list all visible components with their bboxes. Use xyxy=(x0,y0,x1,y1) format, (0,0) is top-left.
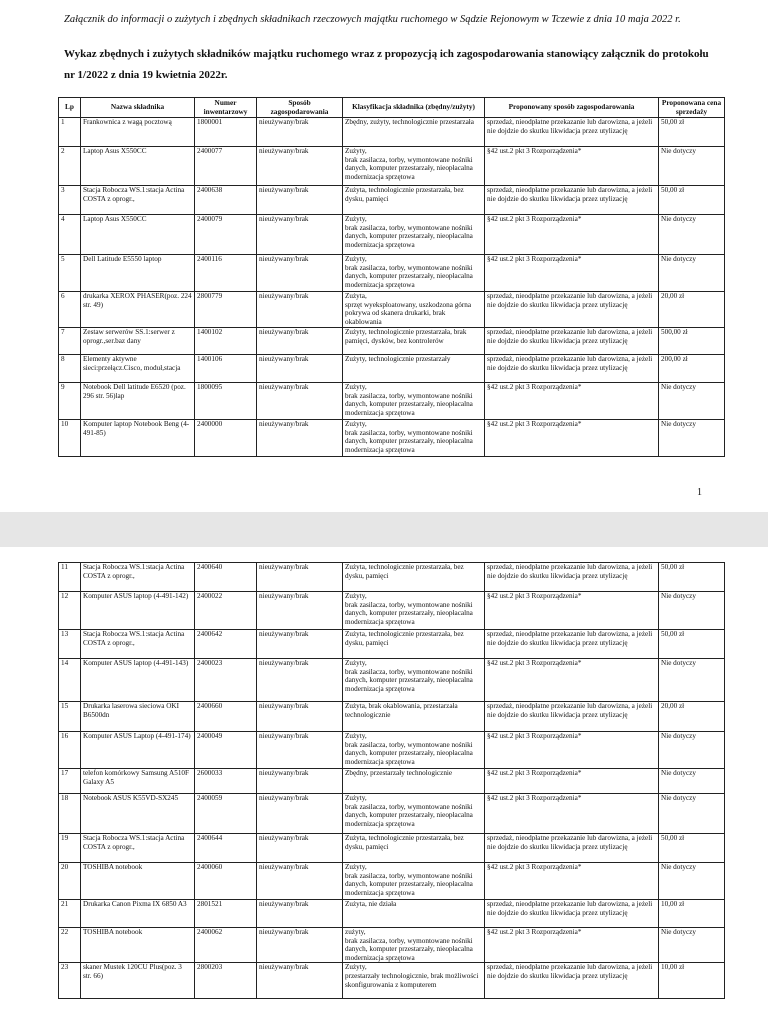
cell-proposal: §42 ust.2 pkt 3 Rozporządzenia* xyxy=(485,215,659,255)
cell-usage: nieużywany/brak xyxy=(257,255,343,292)
cell-price: Nie dotyczy xyxy=(659,928,725,963)
table-row xyxy=(59,794,725,834)
column-header-price: Proponowana cena sprzedaży xyxy=(659,98,725,118)
cell-lp: 5 xyxy=(59,255,81,292)
cell-lp: 3 xyxy=(59,186,81,215)
cell-item-name: Frankownica z wagą pocztową xyxy=(81,118,195,147)
inventory-table-page-2 xyxy=(58,562,725,999)
cell-proposal: sprzedaż, nieodpłatne przekazanie lub darowizna, a jeżeli nie dojdzie do skutku likwidacja przez utylizację xyxy=(485,563,659,592)
cell-item-name: Komputer ASUS Laptop (4-491-174) xyxy=(81,732,195,769)
cell-price: 20,00 zł xyxy=(659,292,725,328)
cell-lp: 7 xyxy=(59,328,81,355)
cell-proposal: §42 ust.2 pkt 3 Rozporządzenia* xyxy=(485,794,659,834)
cell-inventory-number: 2400642 xyxy=(195,630,257,659)
cell-inventory-number: 2400638 xyxy=(195,186,257,215)
cell-proposal: §42 ust.2 pkt 3 Rozporządzenia* xyxy=(485,863,659,900)
cell-proposal: §42 ust.2 pkt 3 Rozporządzenia* xyxy=(485,383,659,420)
cell-proposal: §42 ust.2 pkt 3 Rozporządzenia* xyxy=(485,147,659,186)
cell-inventory-number: 1400102 xyxy=(195,328,257,355)
cell-item-name: Elementy aktywne sieci:przełącz.Cisco, moduł,stacja xyxy=(81,355,195,383)
table-row xyxy=(59,355,725,383)
cell-item-name: Drukarka Canon Pixma IX 6850 A3 xyxy=(81,900,195,928)
cell-usage: nieużywany/brak xyxy=(257,355,343,383)
cell-classification: Zużyta, technologicznie przestarzała, bez dysku, pamięci xyxy=(343,834,485,863)
cell-inventory-number: 1800095 xyxy=(195,383,257,420)
cell-item-name: Notebook Dell latitude E6520 (poz. 296 str. 56)lap xyxy=(81,383,195,420)
cell-price: Nie dotyczy xyxy=(659,732,725,769)
cell-proposal: sprzedaż, nieodpłatne przekazanie lub darowizna, a jeżeli nie dojdzie do skutku likwidacja przez utylizację xyxy=(485,834,659,863)
cell-item-name: skaner Mustek 120CU Plus(poz. 3 str. 66) xyxy=(81,963,195,999)
table-row xyxy=(59,215,725,255)
cell-classification: Zbędny, zużyty, technologicznie przestarzała xyxy=(343,118,485,147)
cell-proposal: §42 ust.2 pkt 3 Rozporządzenia* xyxy=(485,659,659,702)
cell-usage: nieużywany/brak xyxy=(257,630,343,659)
cell-inventory-number: 2400059 xyxy=(195,794,257,834)
cell-classification: Zużyty, brak zasilacza, torby, wymontowane nośniki danych, komputer przestarzały, nieopłacalna modernizacja sprzętowa xyxy=(343,863,485,900)
cell-proposal: §42 ust.2 pkt 3 Rozporządzenia* xyxy=(485,928,659,963)
page-separator xyxy=(0,512,768,547)
table-row xyxy=(59,563,725,592)
cell-classification: Zużyta, sprzęt wyeksploatowany, uszkodzona górna pokrywa od skanera drukarki, brak okablowania xyxy=(343,292,485,328)
cell-lp: 19 xyxy=(59,834,81,863)
cell-usage: nieużywany/brak xyxy=(257,834,343,863)
cell-price: 200,00 zł xyxy=(659,355,725,383)
cell-item-name: telefon komórkowy Samsung A510F Galaxy A5 xyxy=(81,769,195,794)
cell-usage: nieużywany/brak xyxy=(257,702,343,732)
table-row xyxy=(59,592,725,630)
column-header-proposal: Proponowany sposób zagospodarowania xyxy=(485,98,659,118)
cell-lp: 13 xyxy=(59,630,81,659)
cell-lp: 14 xyxy=(59,659,81,702)
cell-price: Nie dotyczy xyxy=(659,255,725,292)
cell-classification: Zużyty, przestarzały technologicznie, brak możliwości skonfigurowania z komputerem xyxy=(343,963,485,999)
cell-item-name: Notebook ASUS K55VD-SX245 xyxy=(81,794,195,834)
cell-item-name: Komputer ASUS laptop (4-491-143) xyxy=(81,659,195,702)
cell-proposal: §42 ust.2 pkt 3 Rozporządzenia* xyxy=(485,420,659,457)
cell-classification: Zużyta, brak okablowania, przestarzała technologicznie xyxy=(343,702,485,732)
table-row xyxy=(59,383,725,420)
cell-inventory-number: 2400116 xyxy=(195,255,257,292)
page-number: 1 xyxy=(697,487,702,498)
cell-item-name: Dell Latitude E5550 laptop xyxy=(81,255,195,292)
cell-lp: 23 xyxy=(59,963,81,999)
cell-classification: Zużyty, brak zasilacza, torby, wymontowane nośniki danych, komputer przestarzały, nieopłacalna modernizacja sprzętowa xyxy=(343,794,485,834)
cell-lp: 10 xyxy=(59,420,81,457)
cell-proposal: sprzedaż, nieodpłatne przekazanie lub darowizna, a jeżeli nie dojdzie do skutku likwidacja przez utylizację xyxy=(485,630,659,659)
cell-classification: Zużyta, nie działa xyxy=(343,900,485,928)
table-row xyxy=(59,702,725,732)
cell-lp: 20 xyxy=(59,863,81,900)
table-row xyxy=(59,292,725,328)
cell-lp: 21 xyxy=(59,900,81,928)
cell-usage: nieużywany/brak xyxy=(257,563,343,592)
cell-price: 50,00 zł xyxy=(659,118,725,147)
cell-classification: Zużyty, technologicznie przestarzała, brak pamięci, dysków, bez kontrolerów xyxy=(343,328,485,355)
cell-classification: Zużyty, brak zasilacza, torby, wymontowane nośniki danych, komputer przestarzały, nieopłacalna modernizacja sprzętowa xyxy=(343,215,485,255)
cell-price: Nie dotyczy xyxy=(659,420,725,457)
cell-proposal: sprzedaż, nieodpłatne przekazanie lub darowizna, a jeżeli nie dojdzie do skutku likwidacja przez utylizację xyxy=(485,900,659,928)
document-title: Wykaz zbędnych i zużytych składników majątku ruchomego wraz z propozycją ich zagospodarowania stanowiący załącznik do protokołu nr 1/2022 z dnia 19 kwietnia 2022r. xyxy=(64,48,709,81)
cell-usage: nieużywany/brak xyxy=(257,118,343,147)
table-row xyxy=(59,928,725,963)
cell-inventory-number: 2801521 xyxy=(195,900,257,928)
cell-usage: nieużywany/brak xyxy=(257,147,343,186)
cell-usage: nieużywany/brak xyxy=(257,420,343,457)
cell-classification: Zużyty, brak zasilacza, torby, wymontowane nośniki danych, komputer przestarzały, nieopłacalna modernizacja sprzętowa xyxy=(343,732,485,769)
cell-inventory-number: 2400079 xyxy=(195,215,257,255)
cell-lp: 16 xyxy=(59,732,81,769)
cell-price: 10,00 zł xyxy=(659,963,725,999)
cell-price: 10,00 zł xyxy=(659,900,725,928)
cell-usage: nieużywany/brak xyxy=(257,186,343,215)
cell-classification: Zużyty, brak zasilacza, torby, wymontowane nośniki danych, komputer przestarzały, nieopłacalna modernizacja sprzętowa xyxy=(343,592,485,630)
cell-item-name: Laptop Asus X550CC xyxy=(81,215,195,255)
cell-classification: Zbędny, przestarzały technologicznie xyxy=(343,769,485,794)
cell-item-name: Stacja Robocza WS.1:stacja Actina COSTA z oprogr., xyxy=(81,630,195,659)
table-row xyxy=(59,630,725,659)
cell-price: 50,00 zł xyxy=(659,186,725,215)
cell-proposal: §42 ust.2 pkt 3 Rozporządzenia* xyxy=(485,769,659,794)
cell-inventory-number: 1800001 xyxy=(195,118,257,147)
cell-lp: 6 xyxy=(59,292,81,328)
cell-lp: 18 xyxy=(59,794,81,834)
cell-usage: nieużywany/brak xyxy=(257,659,343,702)
cell-proposal: §42 ust.2 pkt 3 Rozporządzenia* xyxy=(485,255,659,292)
table-row xyxy=(59,900,725,928)
cell-usage: nieużywany/brak xyxy=(257,769,343,794)
cell-usage: nieużywany/brak xyxy=(257,963,343,999)
cell-proposal: sprzedaż, nieodpłatne przekazanie lub darowizna, a jeżeli nie dojdzie do skutku likwidacja przez utylizację xyxy=(485,963,659,999)
cell-item-name: Komputer ASUS laptop (4-491-142) xyxy=(81,592,195,630)
cell-item-name: Komputer laptop Notebook Beng (4-491-85) xyxy=(81,420,195,457)
cell-item-name: Stacja Robocza WS.1:stacja Actina COSTA z oprogr., xyxy=(81,563,195,592)
table-row xyxy=(59,834,725,863)
cell-lp: 2 xyxy=(59,147,81,186)
table-row xyxy=(59,863,725,900)
cell-classification: Zużyty, brak zasilacza, torby, wymontowane nośniki danych, komputer przestarzały, nieopłacalna modernizacja sprzętowa xyxy=(343,147,485,186)
cell-lp: 8 xyxy=(59,355,81,383)
cell-usage: nieużywany/brak xyxy=(257,732,343,769)
cell-classification: Zużyty, brak zasilacza, torby, wymontowane nośniki danych, komputer przestarzały, nieopłacalna modernizacja sprzętowa xyxy=(343,420,485,457)
cell-lp: 4 xyxy=(59,215,81,255)
table-row xyxy=(59,118,725,147)
cell-usage: nieużywany/brak xyxy=(257,863,343,900)
cell-lp: 1 xyxy=(59,118,81,147)
cell-classification: Zużyta, technologicznie przestarzała, bez dysku, pamięci xyxy=(343,186,485,215)
column-header-lp: Lp xyxy=(59,98,81,118)
cell-lp: 9 xyxy=(59,383,81,420)
cell-price: Nie dotyczy xyxy=(659,215,725,255)
table-row xyxy=(59,659,725,702)
cell-inventory-number: 2800779 xyxy=(195,292,257,328)
cell-price: 50,00 zł xyxy=(659,563,725,592)
cell-price: 50,00 zł xyxy=(659,834,725,863)
cell-usage: nieużywany/brak xyxy=(257,383,343,420)
cell-proposal: sprzedaż, nieodpłatne przekazanie lub darowizna, a jeżeli nie dojdzie do skutku likwidacja przez utylizację xyxy=(485,118,659,147)
cell-inventory-number: 2400023 xyxy=(195,659,257,702)
cell-item-name: TOSHIBA notebook xyxy=(81,863,195,900)
cell-inventory-number: 2400644 xyxy=(195,834,257,863)
cell-usage: nieużywany/brak xyxy=(257,328,343,355)
cell-inventory-number: 2400060 xyxy=(195,863,257,900)
cell-usage: nieużywany/brak xyxy=(257,592,343,630)
cell-classification: Zużyty, brak zasilacza, torby, wymontowane nośniki danych, komputer przestarzały, nieopłacalna modernizacja sprzętowa xyxy=(343,383,485,420)
cell-item-name: Drukarka laserowa sieciowa OKI B6500dn xyxy=(81,702,195,732)
cell-classification: Zużyta, technologicznie przestarzała, bez dysku, pamięci xyxy=(343,563,485,592)
cell-classification: Zużyty, technologicznie przestarzały xyxy=(343,355,485,383)
cell-item-name: Stacja Robocza WS.1:stacja Actina COSTA z oprogr., xyxy=(81,834,195,863)
cell-proposal: sprzedaż, nieodpłatne przekazanie lub darowizna, a jeżeli nie dojdzie do skutku likwidacja przez utylizację xyxy=(485,355,659,383)
cell-item-name: TOSHIBA notebook xyxy=(81,928,195,963)
cell-inventory-number: 2400000 xyxy=(195,420,257,457)
cell-price: Nie dotyczy xyxy=(659,769,725,794)
cell-price: Nie dotyczy xyxy=(659,794,725,834)
table-row xyxy=(59,186,725,215)
cell-inventory-number: 2600033 xyxy=(195,769,257,794)
cell-lp: 11 xyxy=(59,563,81,592)
table-row xyxy=(59,328,725,355)
cell-lp: 22 xyxy=(59,928,81,963)
cell-item-name: Stacja Robocza WS.1:stacja Actina COSTA z oprogr., xyxy=(81,186,195,215)
table-row xyxy=(59,255,725,292)
table-row xyxy=(59,420,725,457)
cell-item-name: Laptop Asus X550CC xyxy=(81,147,195,186)
cell-classification: Zużyty, brak zasilacza, torby, wymontowane nośniki danych, komputer przestarzały, nieopłacalna modernizacja sprzętowa xyxy=(343,255,485,292)
table-row xyxy=(59,963,725,999)
cell-usage: nieużywany/brak xyxy=(257,900,343,928)
inventory-table-page-1 xyxy=(58,97,725,457)
cell-inventory-number: 2400640 xyxy=(195,563,257,592)
table-row xyxy=(59,732,725,769)
cell-proposal: sprzedaż, nieodpłatne przekazanie lub darowizna, a jeżeli nie dojdzie do skutku likwidacja przez utylizację xyxy=(485,292,659,328)
cell-usage: nieużywany/brak xyxy=(257,794,343,834)
column-header-name: Nazwa składnika xyxy=(81,98,195,118)
cell-price: 20,00 zł xyxy=(659,702,725,732)
cell-proposal: sprzedaż, nieodpłatne przekazanie lub darowizna, a jeżeli nie dojdzie do skutku likwidacja przez utylizację xyxy=(485,186,659,215)
cell-inventory-number: 2400660 xyxy=(195,702,257,732)
attachment-note: Załącznik do informacji o zużytych i zbędnych składnikach rzeczowych majątku ruchomego w Sądzie Rejonowym w Tczewie z dnia 10 maja 2022 r. xyxy=(64,14,681,25)
column-header-usage: Sposób zagospodarowania xyxy=(257,98,343,118)
cell-usage: nieużywany/brak xyxy=(257,215,343,255)
document-page-2 xyxy=(0,547,768,1024)
cell-usage: nieużywany/brak xyxy=(257,292,343,328)
cell-proposal: sprzedaż, nieodpłatne przekazanie lub darowizna, a jeżeli nie dojdzie do skutku likwidacja przez utylizację xyxy=(485,702,659,732)
cell-inventory-number: 1400106 xyxy=(195,355,257,383)
cell-price: Nie dotyczy xyxy=(659,147,725,186)
cell-proposal: sprzedaż, nieodpłatne przekazanie lub darowizna, a jeżeli nie dojdzie do skutku likwidacja przez utylizację xyxy=(485,328,659,355)
cell-price: Nie dotyczy xyxy=(659,863,725,900)
cell-classification: Zużyty, brak zasilacza, torby, wymontowane nośniki danych, komputer przestarzały, nieopłacalna modernizacja sprzętowa xyxy=(343,659,485,702)
column-header-inventory-number: Numer inwentarzowy xyxy=(195,98,257,118)
cell-inventory-number: 2400077 xyxy=(195,147,257,186)
cell-usage: nieużywany/brak xyxy=(257,928,343,963)
table-row xyxy=(59,769,725,794)
cell-classification: Zużyta, technologicznie przestarzała, bez dysku, pamięci xyxy=(343,630,485,659)
cell-item-name: Zestaw serwerów SS.1:serwer z oprogr.,ser.baz dany xyxy=(81,328,195,355)
cell-inventory-number: 2800203 xyxy=(195,963,257,999)
cell-item-name: drukarka XEROX PHASER(poz. 224 str. 49) xyxy=(81,292,195,328)
cell-lp: 12 xyxy=(59,592,81,630)
cell-price: 50,00 zł xyxy=(659,630,725,659)
cell-price: Nie dotyczy xyxy=(659,659,725,702)
cell-proposal: §42 ust.2 pkt 3 Rozporządzenia* xyxy=(485,592,659,630)
cell-price: Nie dotyczy xyxy=(659,383,725,420)
cell-price: 500,00 zł xyxy=(659,328,725,355)
cell-proposal: §42 ust.2 pkt 3 Rozporządzenia* xyxy=(485,732,659,769)
column-header-classification: Klasyfikacja składnika (zbędny/zużyty) xyxy=(343,98,485,118)
cell-inventory-number: 2400022 xyxy=(195,592,257,630)
table-header-row xyxy=(59,98,725,118)
cell-inventory-number: 2400062 xyxy=(195,928,257,963)
cell-inventory-number: 2400049 xyxy=(195,732,257,769)
cell-lp: 17 xyxy=(59,769,81,794)
cell-classification: zużyty, brak zasilacza, torby, wymontowane nośniki danych, komputer przestarzały, nieopłacalna modernizacja sprzętowa xyxy=(343,928,485,963)
table-row xyxy=(59,147,725,186)
cell-price: Nie dotyczy xyxy=(659,592,725,630)
cell-lp: 15 xyxy=(59,702,81,732)
